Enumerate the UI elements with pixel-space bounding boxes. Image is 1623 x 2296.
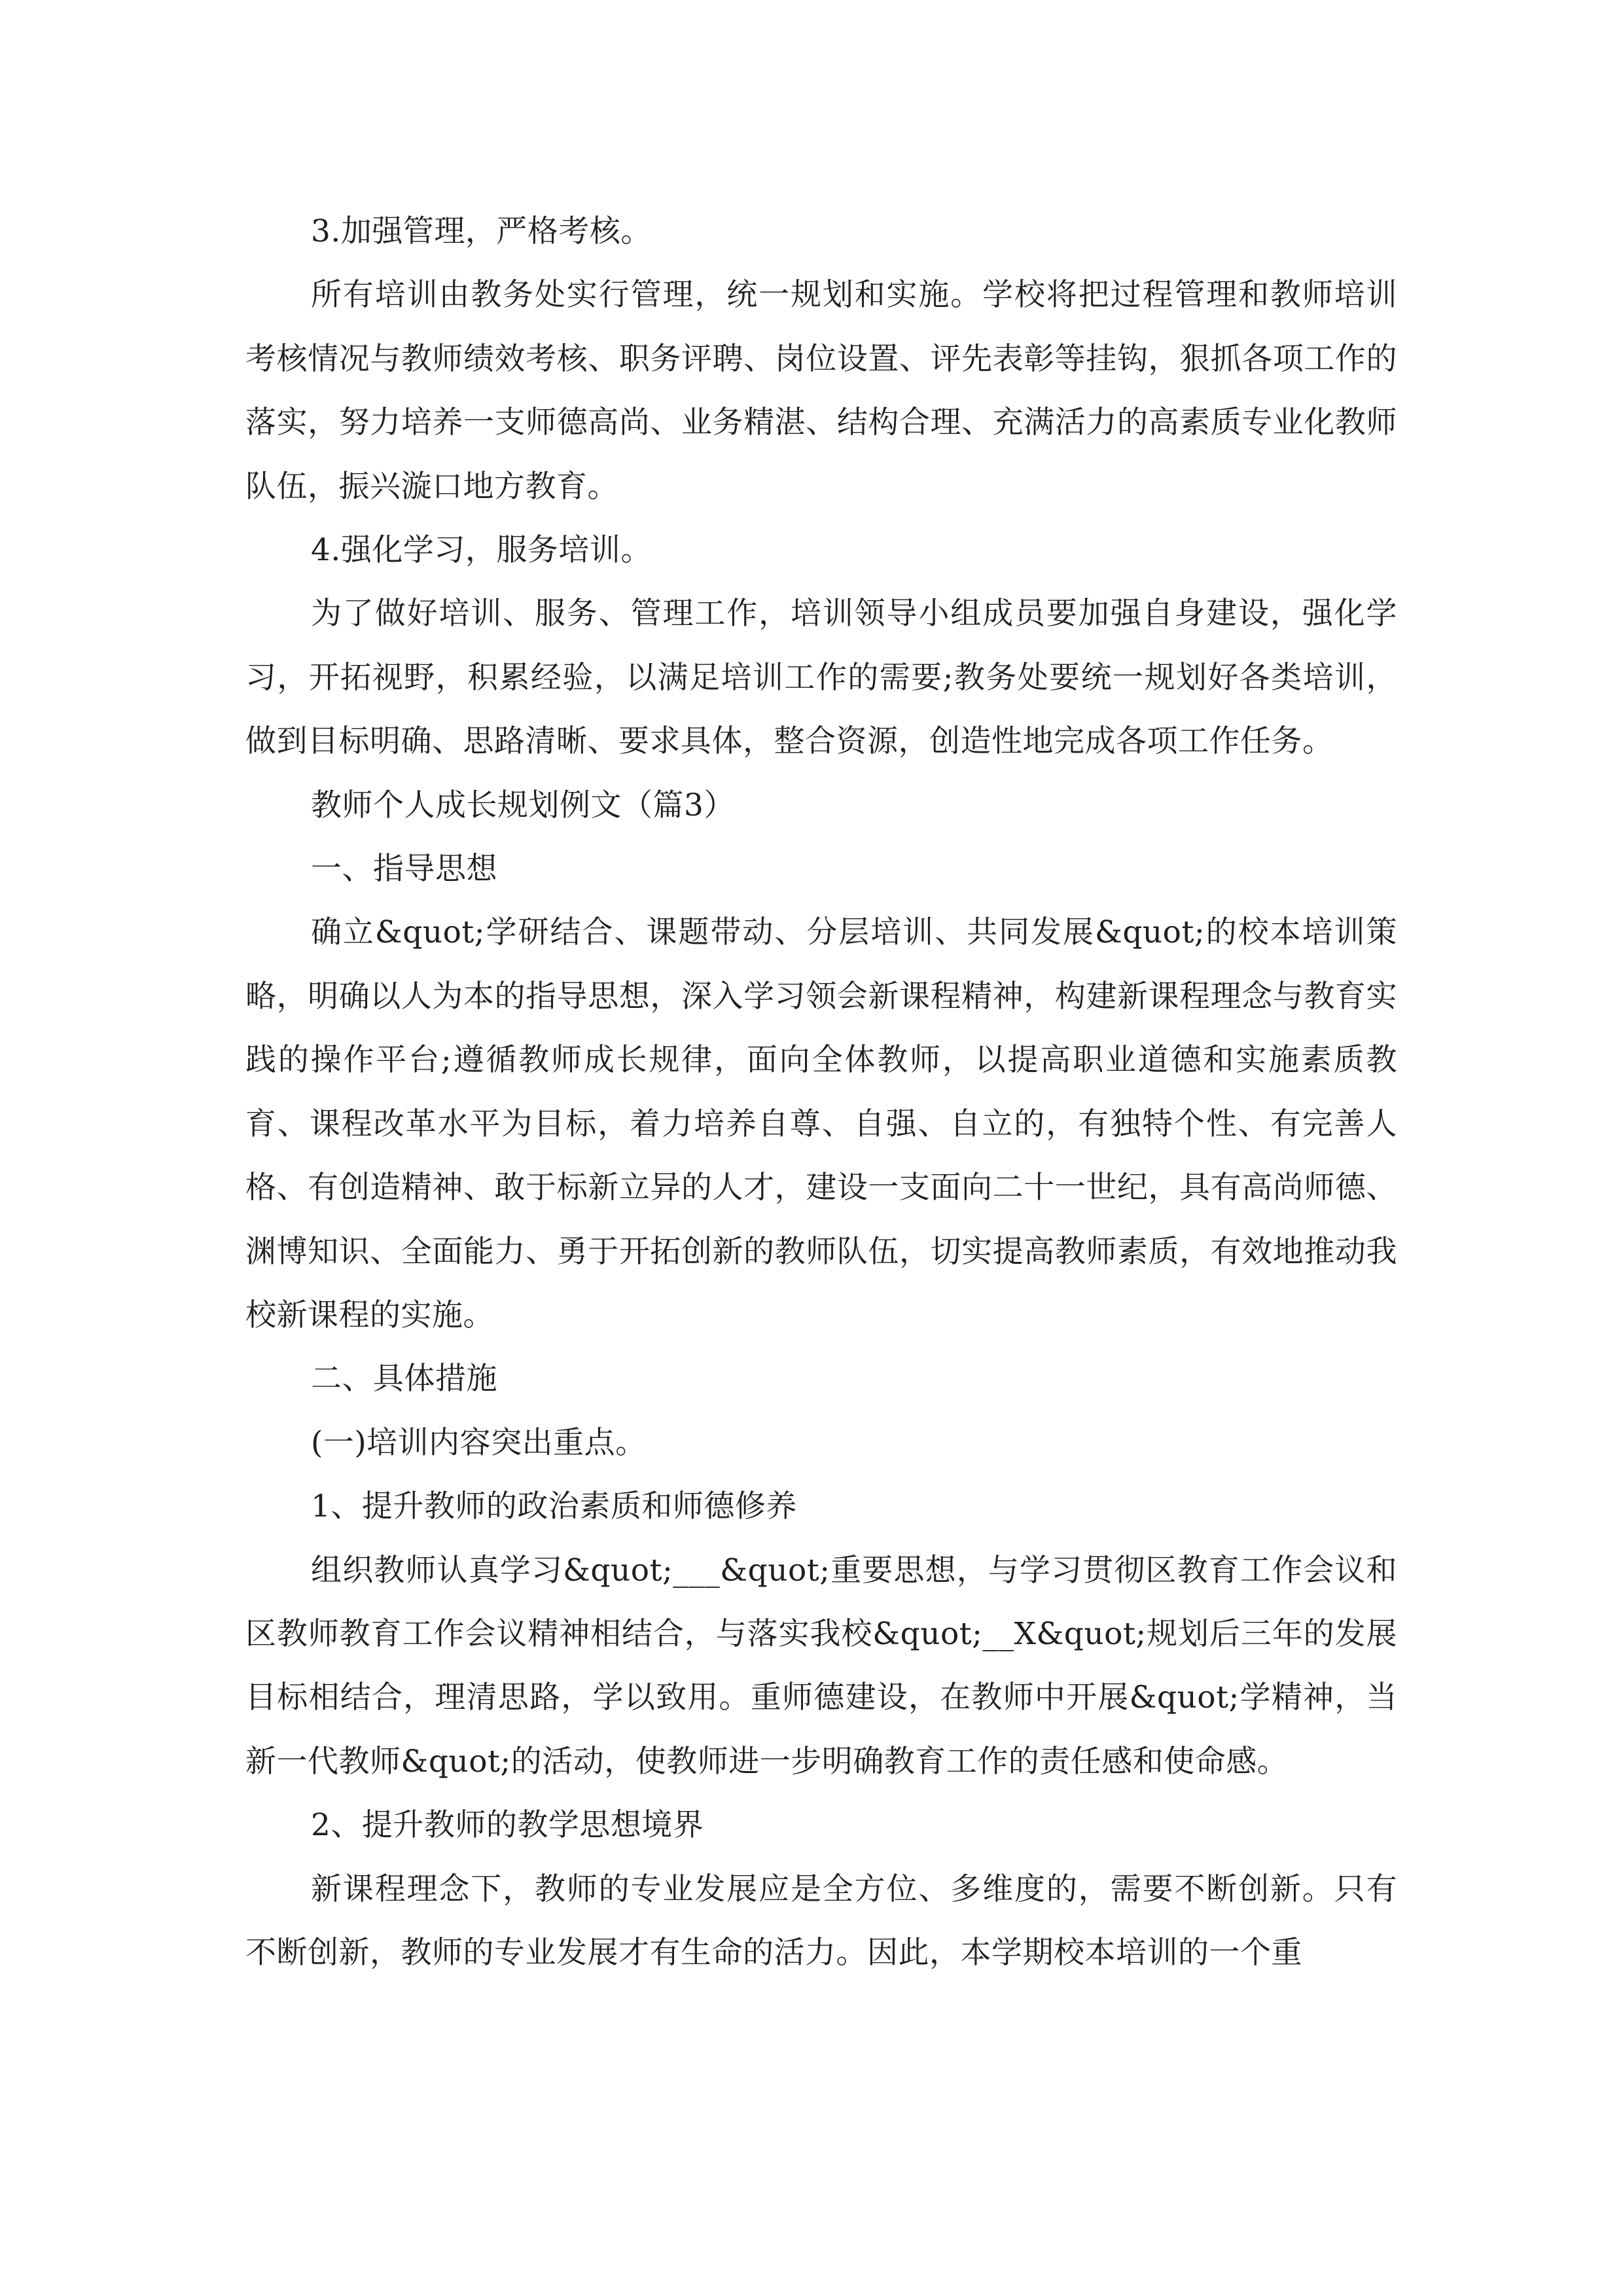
article-title: 教师个人成长规划例文（篇3）	[311, 787, 735, 823]
item-1-heading: 1、提升教师的政治素质和师德修养	[311, 1488, 797, 1525]
heading-guiding-ideology: 一、指导思想	[311, 851, 497, 888]
paragraph-political-quality: 组织教师认真学习&quot;___&quot;重要思想，与学习贯彻区教育工作会议和区教师教育工作会议精神相结合，与落实我校&quot;__X&quot;规划后三年的发展目标相结合，理清思路，学以致用。重师德建设，在教师中开展&quot;学精神，当新一代教师&quot;的活动，使教师进一步明确教育工作的责任感和使命感。	[245, 1552, 1397, 1780]
subheading-training-content: (一)培训内容突出重点。	[311, 1424, 647, 1461]
heading-specific-measures: 二、具体措施	[311, 1361, 497, 1397]
document-body	[245, 200, 1397, 1984]
paragraph-teaching-thought: 新课程理念下，教师的专业发展应是全方位、多维度的，需要不断创新。只有不断创新，教师的专业发展才有生命的活力。因此，本学期校本培训的一个重	[245, 1871, 1397, 1971]
paragraph-study: 为了做好培训、服务、管理工作，培训领导小组成员要加强自身建设，强化学习，开拓视野，积累经验，以满足培训工作的需要;教务处要统一规划好各类培训，做到目标明确、思路清晰、要求具体，整合资源，创造性地完成各项工作任务。	[245, 596, 1397, 760]
paragraph-section-4-heading: 4.强化学习，服务培训。	[311, 532, 652, 569]
paragraph-management: 所有培训由教务处实行管理，统一规划和实施。学校将把过程管理和教师培训考核情况与教师绩效考核、职务评聘、岗位设置、评先表彰等挂钩，狠抓各项工作的落实，努力培养一支师德高尚、业务精湛、结构合理、充满活力的高素质专业化教师队伍，振兴漩口地方教育。	[245, 277, 1397, 505]
paragraph-section-3-heading: 3.加强管理，严格考核。	[311, 213, 652, 249]
item-2-heading: 2、提升教师的教学思想境界	[311, 1807, 704, 1844]
paragraph-guiding-ideology: 确立&quot;学研结合、课题带动、分层培训、共同发展&quot;的校本培训策略，明确以人为本的指导思想，深入学习领会新课程精神，构建新课程理念与教育实践的操作平台;遵循教师成长规律，面向全体教师，以提高职业道德和实施素质教育、课程改革水平为目标，着力培养自尊、自强、自立的，有独特个性、有完善人格、有创造精神、敢于标新立异的人才，建设一支面向二十一世纪，具有高尚师德、渊博知识、全面能力、勇于开拓创新的教师队伍，切实提高教师素质，有效地推动我校新课程的实施。	[245, 914, 1397, 1333]
